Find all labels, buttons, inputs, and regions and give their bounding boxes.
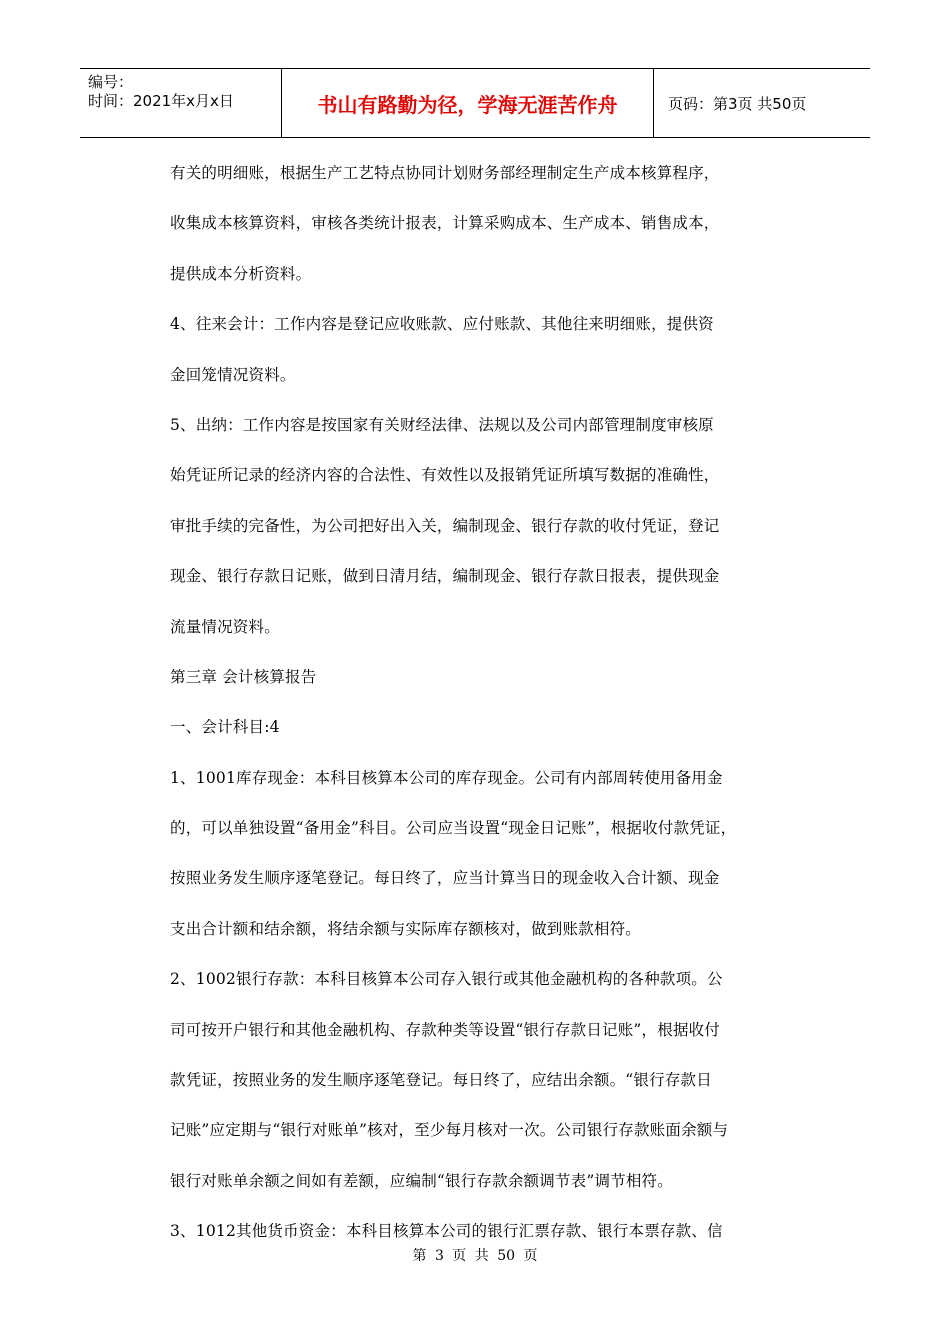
body-line: 银行对账单余额之间如有差额，应编制“银行存款余额调节表”调节相符。 xyxy=(170,1171,673,1190)
body-line: 流量情况资料。 xyxy=(170,617,280,636)
document-body xyxy=(170,148,810,1257)
body-line: 始凭证所记录的经济内容的合法性、有效性以及报销凭证所填写数据的准确性， xyxy=(170,466,720,485)
body-line: 按照业务发生顺序逐笔登记。每日终了，应当计算当日的现金收入合计额、现金 xyxy=(170,869,720,888)
body-line: 有关的明细账，根据生产工艺特点协同计划财务部经理制定生产成本核算程序， xyxy=(170,164,720,182)
chapter-heading: 第三章 会计核算报告 xyxy=(170,667,317,686)
number-label: 编号： xyxy=(88,73,134,91)
body-line: 4、往来会计：工作内容是登记应收账款、应付账款、其他往来明细账，提供资 xyxy=(170,315,714,334)
section-heading: 一、会计科目:4 xyxy=(170,718,280,737)
body-line: 提供成本分析资料。 xyxy=(170,264,312,283)
page-footer: 第 3 页 共 50 页 xyxy=(412,1248,538,1264)
body-line: 现金、银行存款日记账，做到日清月结，编制现金、银行存款日报表，提供现金 xyxy=(170,567,720,586)
body-line: 司可按开户银行和其他金融机构、存款种类等设置“银行存款日记账”，根据收付 xyxy=(170,1020,721,1039)
body-line: 1、1001库存现金：本科目核算本公司的库存现金。公司有内部周转使用备用金 xyxy=(170,768,723,787)
body-line: 支出合计额和结余额，将结余额与实际库存额核对，做到账款相符。 xyxy=(170,919,642,938)
body-line: 金回笼情况资料。 xyxy=(170,365,296,384)
body-line: 3、1012其他货币资金：本科目核算本公司的银行汇票存款、银行本票存款、信 xyxy=(170,1222,723,1241)
body-line: 款凭证，按照业务的发生顺序逐笔登记。每日终了，应结出余额。“银行存款日 xyxy=(170,1071,712,1090)
body-line: 记账”应定期与“银行对账单”核对，至少每月核对一次。公司银行存款账面余额与 xyxy=(170,1121,729,1140)
body-line: 的，可以单独设置“备用金”科目。公司应当设置“现金日记账”，根据收付款凭证， xyxy=(170,819,737,838)
body-line: 2、1002银行存款：本科目核算本公司存入银行或其他金融机构的各种款项。公 xyxy=(170,970,723,989)
header-meta xyxy=(80,69,282,137)
body-line: 审批手续的完备性，为公司把好出入关，编制现金、银行存款的收付凭证，登记 xyxy=(170,516,720,535)
body-line: 收集成本核算资料，审核各类统计报表，计算采购成本、生产成本、销售成本， xyxy=(170,214,720,233)
page-header xyxy=(80,68,870,138)
header-motto: 书山有路勤为径，学海无涯苦作舟 xyxy=(282,69,654,137)
body-line: 5、出纳：工作内容是按国家有关财经法律、法规以及公司内部管理制度审核原 xyxy=(170,415,714,434)
date-label: 时间：2021年x月x日 xyxy=(88,92,234,110)
header-page-info: 页码：第3页 共50页 xyxy=(668,94,807,113)
